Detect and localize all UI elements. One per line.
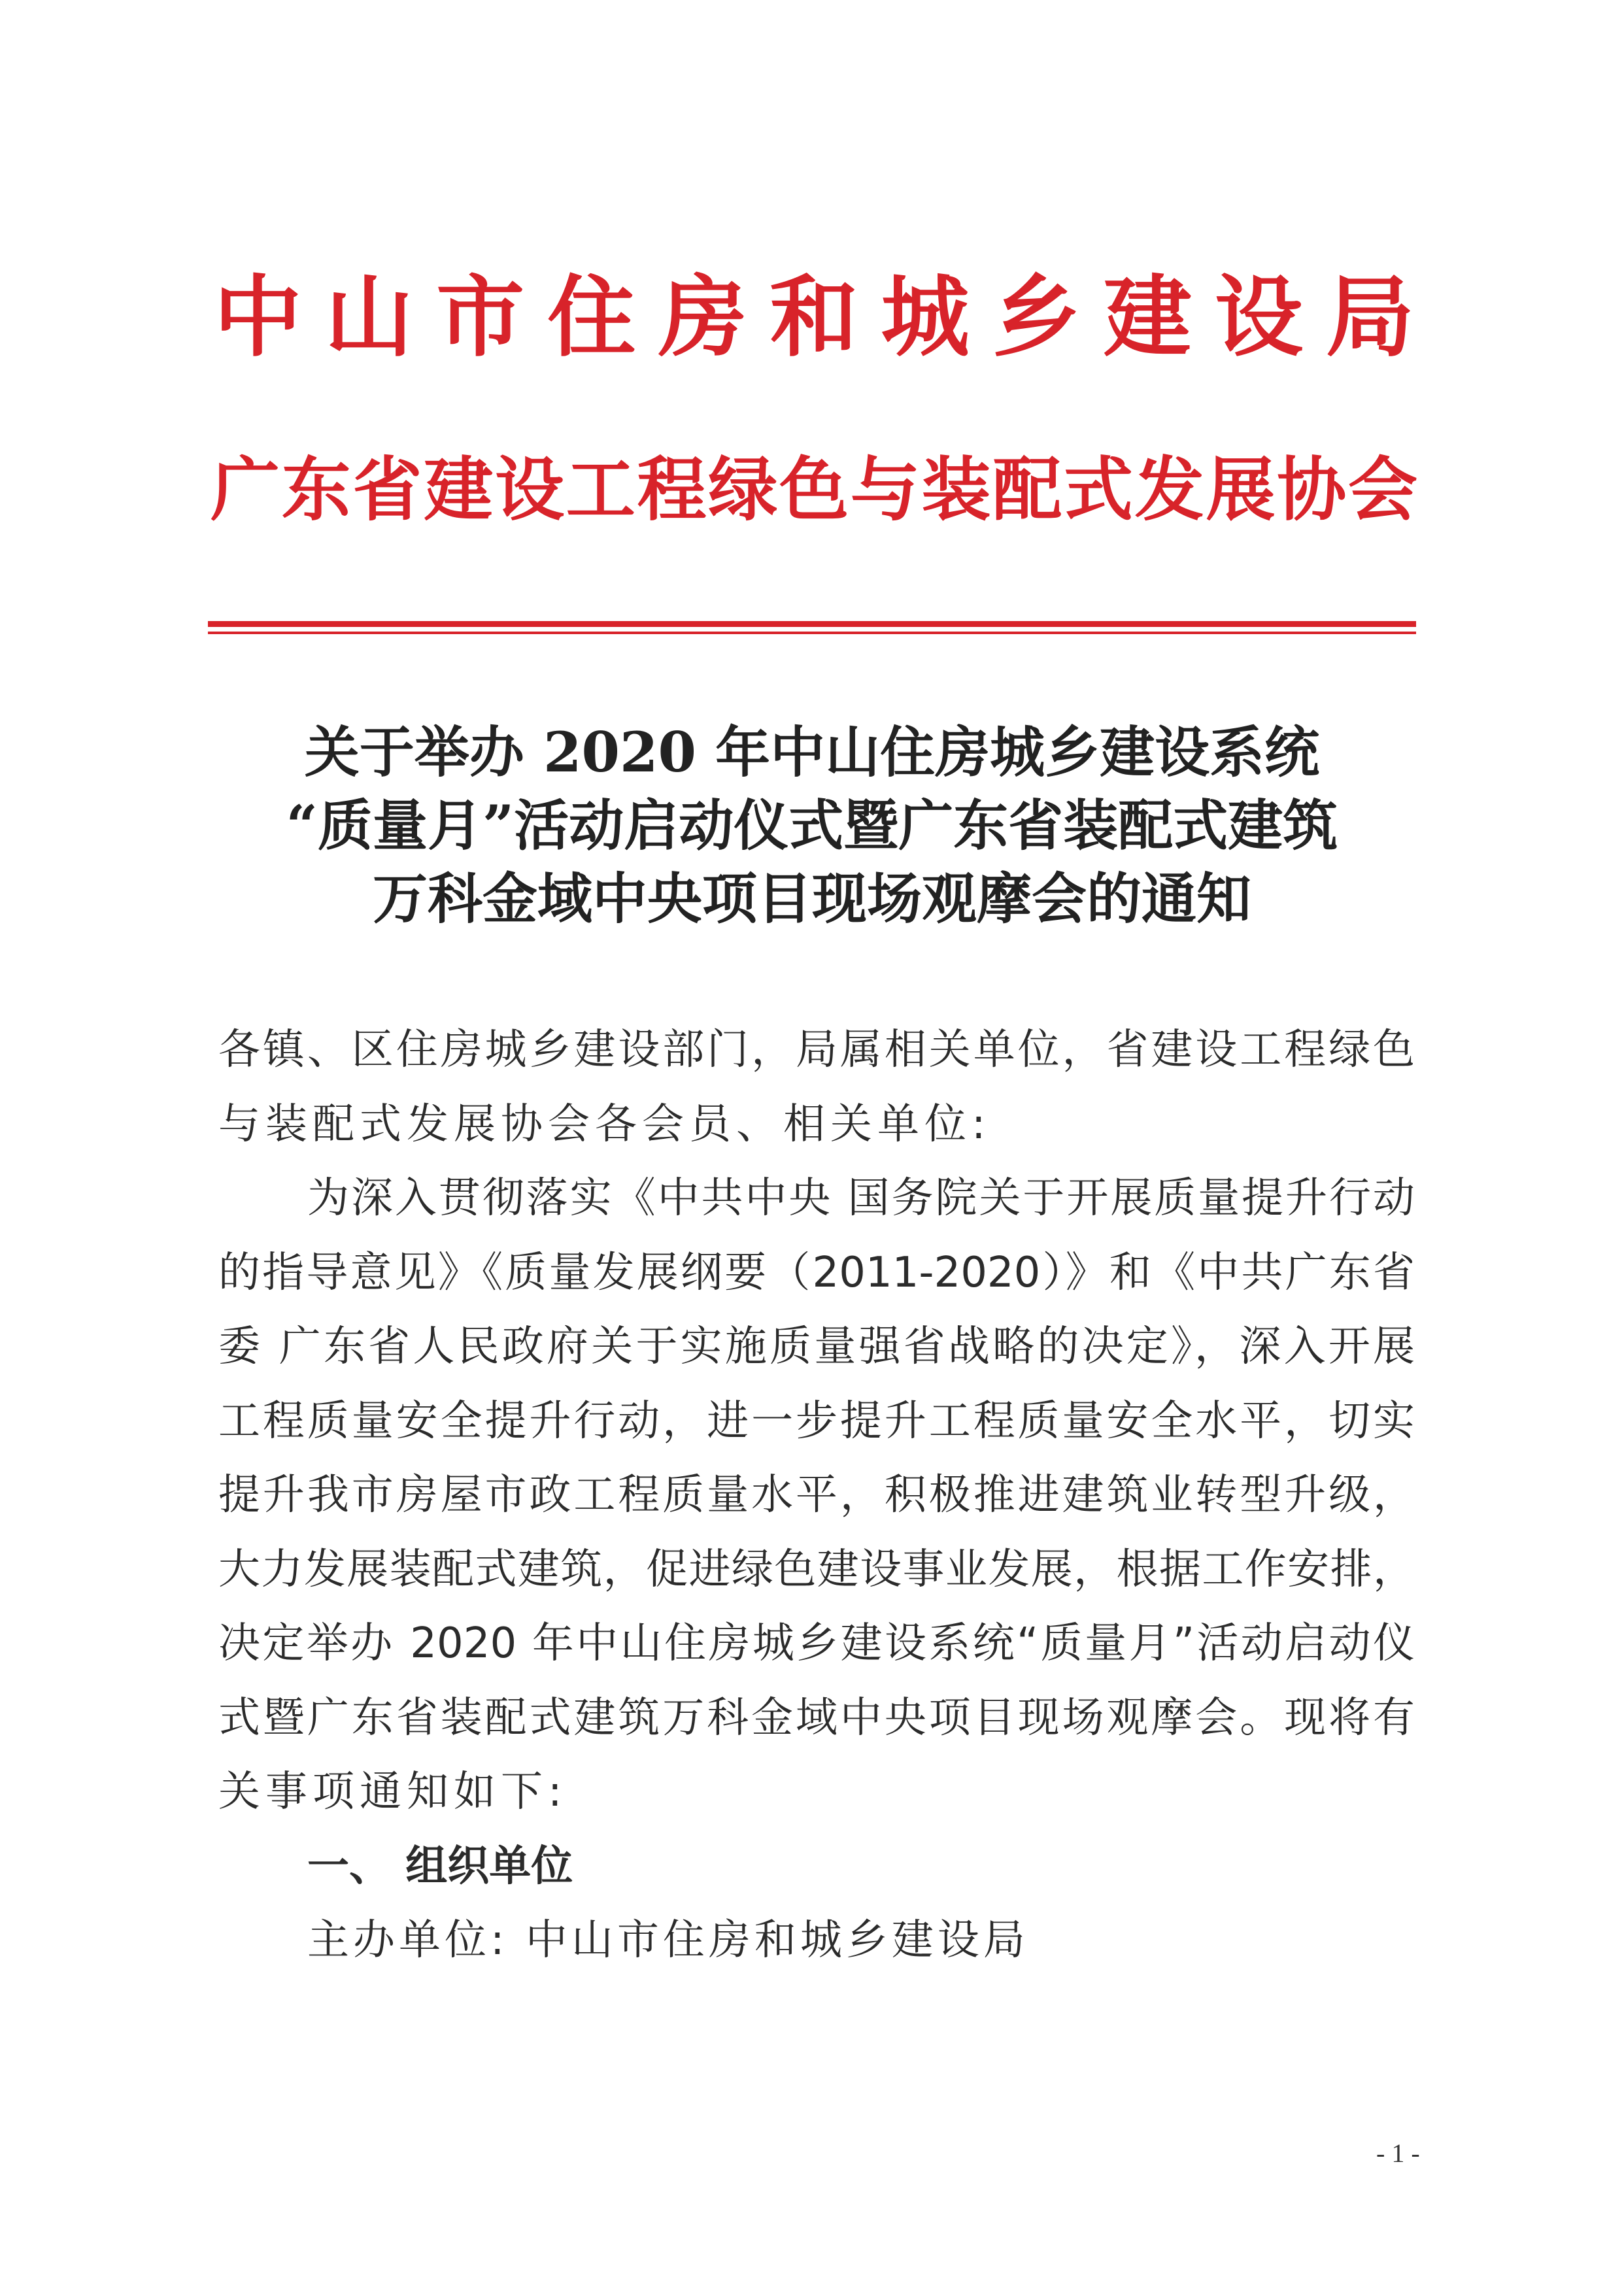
body-line: 的指导意见》《质量发展纲要（2011-2020）》和《中共广东省: [218, 1248, 1415, 1297]
title-line: 关于举办 2020 年中山住房城乡建设系统: [304, 720, 1320, 785]
document-body: [218, 1013, 1415, 1978]
divider-thick: [208, 621, 1416, 627]
divider-thin: [208, 632, 1416, 634]
title-line: 万科金域中央项目现场观摩会的通知: [372, 866, 1251, 931]
body-line: 提升我市房屋市政工程质量水平，积极推进建筑业转型升级，: [218, 1471, 1415, 1519]
body-line: 决定举办 2020 年中山住房城乡建设系统“质量月”活动启动仪: [218, 1619, 1415, 1668]
section-heading: 一、 组织单位: [307, 1842, 573, 1891]
letterhead-divider: [208, 621, 1416, 634]
body-line: 为深入贯彻落实《中共中央 国务院关于开展质量提升行动: [307, 1174, 1415, 1223]
body-line: 与装配式发展协会各会员、相关单位:: [218, 1100, 991, 1149]
body-line: 大力发展装配式建筑，促进绿色建设事业发展，根据工作安排，: [218, 1545, 1415, 1594]
letterhead-org1: 中山市住房和城乡建设局: [214, 265, 1414, 369]
body-line: 委 广东省人民政府关于实施质量强省战略的决定》，深入开展: [218, 1323, 1415, 1371]
body-line: 式暨广东省装配式建筑万科金域中央项目现场观摩会。现将有: [218, 1693, 1415, 1742]
letterhead-org2: 广东省建设工程绿色与装配式发展协会: [211, 450, 1417, 530]
body-line: 工程质量安全提升行动，进一步提升工程质量安全水平，切实: [218, 1396, 1415, 1445]
title-line: “质量月”活动启动仪式暨广东省装配式建筑: [286, 793, 1338, 858]
document-title: [196, 716, 1428, 936]
page-number: - 1 -: [1376, 2138, 1420, 2168]
organizer-line: 主办单位: 中山市住房和城乡建设局: [307, 1916, 1029, 1965]
body-line: 关事项通知如下:: [218, 1768, 567, 1816]
body-line: 各镇、区住房城乡建设部门，局属相关单位，省建设工程绿色: [218, 1026, 1415, 1074]
